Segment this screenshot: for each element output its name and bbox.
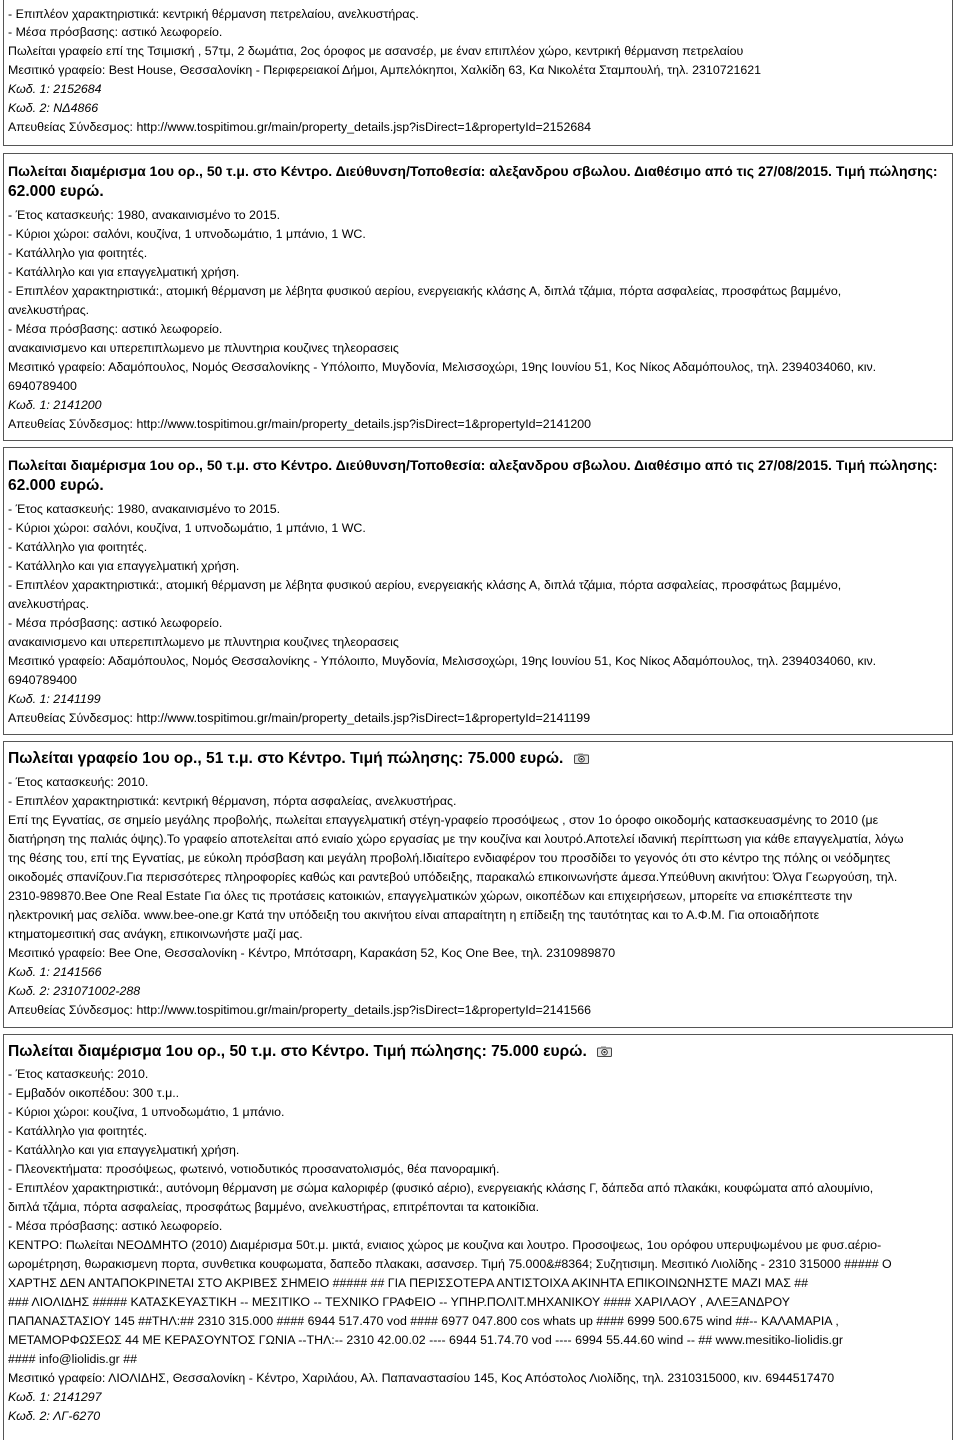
code2-line: Κωδ. 2: ΛΓ-6270 bbox=[8, 1409, 101, 1423]
description-line: 2310-989870.Bee One Real Estate Για όλες τις προτάσεις κατοικιών, επαγγελματικών χώρων, οικοπέδων και επιχειρήσεων, μπορείτε να επισκέπτεστε την bbox=[8, 889, 853, 903]
listing-price: 62.000 ευρώ. bbox=[8, 477, 104, 494]
listing-heading: Πωλείται διαμέρισμα 1ου ορ., 50 τ.μ. στο Κέντρο. Διεύθυνση/Τοποθεσία: αλεξανδρου σβωλου. Διαθέσιμο από τις 27/08/2015. Τιμή πώλησης: bbox=[8, 163, 938, 179]
agency-line: Μεσιτικό γραφείο: Best House, Θεσσαλονίκη - Περιφερειακοί Δήμοι, Αμπελόκηποι, Χαλκίδη 63, Κα Νικολέτα Σταμπουλή, τηλ. 2310721621 bbox=[8, 63, 762, 77]
year-line: - Έτος κατασκευής: 1980, ανακαινισμένο το 2015. bbox=[8, 208, 281, 222]
professional-line: - Κατάλληλο και για επαγγελματική χρήση. bbox=[8, 559, 240, 573]
listing-2141199 bbox=[3, 447, 953, 735]
camera-icon[interactable] bbox=[574, 753, 589, 764]
transport-line: - Μέσα πρόσβασης: αστικό λεωφορείο. bbox=[8, 322, 223, 336]
description-line: ### ΛΙΟΛΙΔΗΣ ##### ΚΑΤΑΣΚΕΥΑΣΤΙΚΗ -- ΜΕΣΙΤΙΚΟ -- ΤΕΧΝΙΚΟ ΓΡΑΦΕΙΟ -- ΥΠΗΡ.ΠΟΛΙΤ.ΜΗΧΑΝΙΚΟΥ #### ΧΑΡΙΛΑΟΥ , ΑΛΕΞΑΝΔΡΟΥ bbox=[8, 1295, 791, 1309]
agency-line: Μεσιτικό γραφείο: Bee One, Θεσσαλονίκη - Κέντρο, Μπότσαρη, Καρακάση 52, Κος One Bee, τηλ. 2310989870 bbox=[8, 946, 616, 960]
students-line: - Κατάλληλο για φοιτητές. bbox=[8, 1124, 148, 1138]
agency-line: Μεσιτικό γραφείο: Αδαμόπουλος, Νομός Θεσσαλονίκης - Υπόλοιπο, Μυγδονία, Μελισσοχώρι, 19ης Ιουνίου 51, Κος Νίκος Αδαμόπουλος, τηλ. 2394034060, κιν. bbox=[8, 360, 877, 374]
description-line: ΧΑΡΤΗΣ ΔΕΝ ΑΝΤΑΠΟΚΡΙΝΕΤΑΙ ΣΤΟ ΑΚΡΙΒΕΣ ΣΗΜΕΙΟ ##### ## ΓΙΑ ΠΕΡΙΣΣΟΤΕΡΑ ΑΝΤΙΣΤΟΙΧΑ ΑΚΙΝΗΤΑ ΕΠΙΚΟΙΝΩΝΗΣΤΕ ΜΑΖΙ ΜΑΣ ## bbox=[8, 1276, 809, 1290]
description-line: της θέσης του, επί της Εγνατίας, με εύκολη πρόσβαση και μεγάλη προβολή.Ιδιαίτερο ενδιαφέρον του προσδίδει το γεγονός ότι στο κέντρο της πόλης οι νεόδμητες bbox=[8, 851, 891, 865]
features-line: - Επιπλέον χαρακτηριστικά: κεντρική θέρμανση, πόρτα ασφαλείας, ανελκυστήρας. bbox=[8, 794, 457, 808]
rooms-line: - Κύριοι χώροι: κουζίνα, 1 υπνοδωμάτιο, 1 μπάνιο. bbox=[8, 1105, 285, 1119]
listing-2141200 bbox=[3, 153, 953, 441]
code1-line: Κωδ. 1: 2141566 bbox=[8, 965, 102, 979]
students-line: - Κατάλληλο για φοιτητές. bbox=[8, 540, 148, 554]
description-line: οικοδομές σπανίζουν.Για περισσότερες πληροφορίες καθώς και ραντεβού υπόδειξης, παρακαλώ επικοινωνήστε άμεσα.Υπεύθυνη ακινήτου: Όλγα Γεωργούση, τηλ. bbox=[8, 870, 898, 884]
agency-line: Μεσιτικό γραφείο: ΛΙΟΛΙΔΗΣ, Θεσσαλονίκη - Κέντρο, Χαριλάου, Αλ. Παπαναστασίου 145, Κος Απόστολος Λιολίδης, τηλ. 2310315000, κιν. 6944517470 bbox=[8, 1371, 835, 1385]
features-line: - Επιπλέον χαρακτηριστικά:, ατομική θέρμανση με λέβητα φυσικού αερίου, ενεργειακής κλάσης Α, διπλά τζάμια, πόρτα ασφαλείας, προσφάτως βαμμένο, bbox=[8, 578, 842, 592]
description-line: κτηματομεσιτική σας ανάγκη, επικοινωνήστε μαζί μας. bbox=[8, 927, 303, 941]
description-line: Πωλείται γραφείο επί της Τσιμισκή , 57τμ, 2 δωμάτια, 2ος όροφος με ασανσέρ, με έναν επιπλέον χώρο, κεντρική θέρμανση πετρελαίου bbox=[8, 44, 744, 58]
direct-link[interactable]: Απευθείας Σύνδεσμος: http://www.tospitimou.gr/main/property_details.jsp?isDirect=1&propertyId=2141199 bbox=[8, 711, 591, 725]
direct-link[interactable]: Απευθείας Σύνδεσμος: http://www.tospitimou.gr/main/property_details.jsp?isDirect=1&propertyId=2141566 bbox=[8, 1003, 592, 1017]
mobile-line: 6940789400 bbox=[8, 379, 77, 393]
description-line: #### info@liolidis.gr ## bbox=[8, 1352, 137, 1366]
description-line: ωρομέτρηση, θωρακισμενη πορτα, συνθετικα κουφωματα, δαπεδο πλακακι, ασανσερ. Τιμή 75.000&#8364; Συζητισιμη. Μεσιτικό Λιολίδης - 2310 315000 ##### Ο bbox=[8, 1257, 892, 1271]
features-line: - Επιπλέον χαρακτηριστικά: κεντρική θέρμανση πετρελαίου, ανελκυστήρας. bbox=[8, 7, 419, 21]
year-line: - Έτος κατασκευής: 2010. bbox=[8, 1067, 149, 1081]
listing-2152684 bbox=[3, 0, 953, 146]
features-cont-line: ανελκυστήρας. bbox=[8, 597, 90, 611]
description-line: Επί της Εγνατίας, σε σημείο μεγάλης προβολής, πωλείται επαγγελματική στέγη-γραφείο προσόψεως , στον 1ο όροφο οικοδομής κατασκευασμένης το 2010 (με bbox=[8, 813, 879, 827]
listing-heading: Πωλείται διαμέρισμα 1ου ορ., 50 τ.μ. στο Κέντρο. Διεύθυνση/Τοποθεσία: αλεξανδρου σβωλου. Διαθέσιμο από τις 27/08/2015. Τιμή πώλησης: bbox=[8, 457, 938, 473]
transport-line: - Μέσα πρόσβασης: αστικό λεωφορείο. bbox=[8, 1219, 223, 1233]
code1-line: Κωδ. 1: 2141297 bbox=[8, 1390, 102, 1404]
listing-price: 62.000 ευρώ. bbox=[8, 183, 104, 200]
listing-heading: Πωλείται γραφείο 1ου ορ., 51 τ.μ. στο Κέντρο. Τιμή πώλησης: 75.000 ευρώ. bbox=[8, 748, 589, 770]
transport-line: - Μέσα πρόσβασης: αστικό λεωφορείο. bbox=[8, 25, 223, 39]
description-line: ηλεκτρονική μας σελίδα. www.bee-one.gr Κατά την υπόδειξη του ακινήτου είναι απαραίτητη η επίδειξη της ταυτότητας και το Α.Φ.Μ. Για οποιαδήποτε bbox=[8, 908, 820, 922]
code1-line: Κωδ. 1: 2152684 bbox=[8, 82, 102, 96]
direct-link[interactable]: Απευθείας Σύνδεσμος: http://www.tospitimou.gr/main/property_details.jsp?isDirect=1&propertyId=2141200 bbox=[8, 417, 592, 431]
transport-line: - Μέσα πρόσβασης: αστικό λεωφορείο. bbox=[8, 616, 223, 630]
professional-line: - Κατάλληλο και για επαγγελματική χρήση. bbox=[8, 265, 240, 279]
code1-line: Κωδ. 1: 2141200 bbox=[8, 398, 102, 412]
advantages-line: - Πλεονεκτήματα: προσόψεως, φωτεινό, νοτιοδυτικός προσανατολισμός, θέα πανοραμική. bbox=[8, 1162, 500, 1176]
year-line: - Έτος κατασκευής: 1980, ανακαινισμένο το 2015. bbox=[8, 502, 281, 516]
description-line: ανακαινισμενο και υπερεπιπλωμενο με πλυντηρια κουζινες τηλεορασεις bbox=[8, 635, 399, 649]
students-line: - Κατάλληλο για φοιτητές. bbox=[8, 246, 148, 260]
camera-icon[interactable] bbox=[597, 1046, 612, 1057]
features-line: - Επιπλέον χαρακτηριστικά:, ατομική θέρμανση με λέβητα φυσικού αερίου, ενεργειακής κλάσης Α, διπλά τζάμια, πόρτα ασφαλείας, προσφάτως βαμμένο, bbox=[8, 284, 842, 298]
professional-line: - Κατάλληλο και για επαγγελματική χρήση. bbox=[8, 1143, 240, 1157]
description-line: ΠΑΠΑΝΑΣΤΑΣΙΟΥ 145 ##ΤΗΛ:## 2310 315.000 #### 6944 517.470 vod #### 6977 047.800 cos whats up #### 6999 500.675 wind ##-- ΚΑΛΑΜΑΡΙΑ , bbox=[8, 1314, 839, 1328]
code2-line: Κωδ. 2: ΝΔ4866 bbox=[8, 101, 99, 115]
description-line: διατήρηση της παλιάς όψης).Το γραφείο αποτελείται από ενιαίο χώρο εργασίας με την κουζίνα και λουτρό.Αποτελεί ιδανική περίπτωση για κάθε επαγγελματία, λόγω bbox=[8, 832, 904, 846]
description-line: ανακαινισμενο και υπερεπιπλωμενο με πλυντηρια κουζινες τηλεορασεις bbox=[8, 341, 399, 355]
direct-link[interactable]: Απευθείας Σύνδεσμος: http://www.tospitimou.gr/main/property_details.jsp?isDirect=1&propertyId=2152684 bbox=[8, 120, 592, 134]
agency-line: Μεσιτικό γραφείο: Αδαμόπουλος, Νομός Θεσσαλονίκης - Υπόλοιπο, Μυγδονία, Μελισσοχώρι, 19ης Ιουνίου 51, Κος Νίκος Αδαμόπουλος, τηλ. 2394034060, κιν. bbox=[8, 654, 877, 668]
listing-heading: Πωλείται διαμέρισμα 1ου ορ., 50 τ.μ. στο Κέντρο. Τιμή πώλησης: 75.000 ευρώ. bbox=[8, 1041, 612, 1063]
description-line: ΜΕΤΑΜΟΡΦΩΣΕΩΣ 44 ΜΕ ΚΕΡΑΣΟΥΝΤΟΣ ΓΩΝΙΑ --ΤΗΛ:-- 2310 42.00.02 ---- 6944 51.74.70 vod ---- 6994 55.44.60 wind -- ## www.mesitiko-liolidis.gr bbox=[8, 1333, 844, 1347]
features-cont-line: διπλά τζάμια, πόρτα ασφαλείας, προσφάτως βαμμένο, ανελκυστήρας, επιτρέπονται τα κατοικίδια. bbox=[8, 1200, 540, 1214]
code2-line: Κωδ. 2: 231071002-288 bbox=[8, 984, 141, 998]
features-cont-line: ανελκυστήρας. bbox=[8, 303, 90, 317]
code1-line: Κωδ. 1: 2141199 bbox=[8, 692, 101, 706]
mobile-line: 6940789400 bbox=[8, 673, 77, 687]
rooms-line: - Κύριοι χώροι: σαλόνι, κουζίνα, 1 υπνοδωμάτιο, 1 μπάνιο, 1 WC. bbox=[8, 521, 366, 535]
rooms-line: - Κύριοι χώροι: σαλόνι, κουζίνα, 1 υπνοδωμάτιο, 1 μπάνιο, 1 WC. bbox=[8, 227, 366, 241]
features-line: - Επιπλέον χαρακτηριστικά:, αυτόνομη θέρμανση με σώμα καλοριφέρ (φυσικό αέριο), ενεργειακής κλάσης Γ, δάπεδα από πλακάκι, κουφώματα από αλουμίνιο, bbox=[8, 1181, 874, 1195]
plot-area-line: - Εμβαδόν οικοπέδου: 300 τ.μ.. bbox=[8, 1086, 180, 1100]
year-line: - Έτος κατασκευής: 2010. bbox=[8, 775, 149, 789]
listing-2141297 bbox=[3, 1034, 953, 1440]
listing-2141566 bbox=[3, 741, 953, 1028]
description-line: ΚΕΝΤΡΟ: Πωλείται ΝΕΟΔΜΗΤΟ (2010) Διαμέρισμα 50τ.μ. μικτά, ενιαιος χώρος με κουζινα και λουτρο. Προσοψεως, 1ου ορόφου υπερυψωμένου με φυσ.αέριο- bbox=[8, 1238, 882, 1252]
